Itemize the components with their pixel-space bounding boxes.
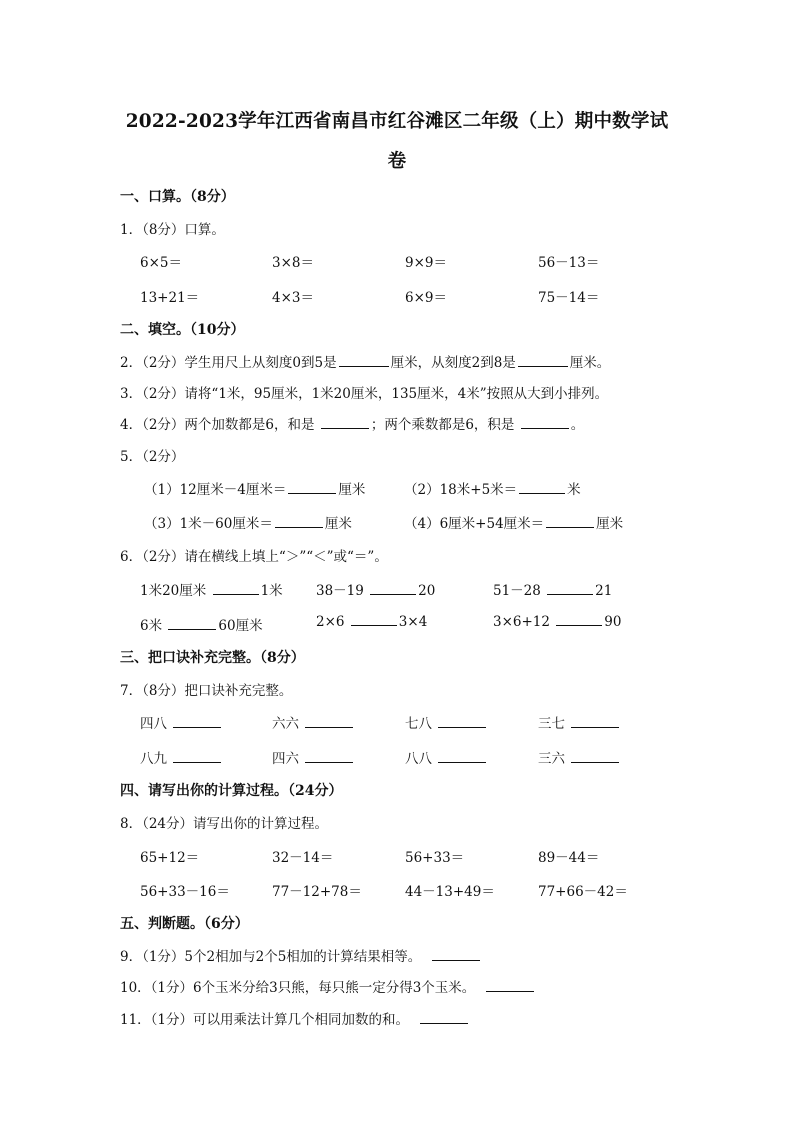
q6-compare-4 bbox=[140, 614, 263, 634]
q1-item: 3×8＝ bbox=[272, 255, 314, 271]
answer-blank[interactable] bbox=[305, 761, 353, 763]
q1-item: 4×3＝ bbox=[272, 290, 314, 306]
q5-part-3-unit: 厘米 bbox=[324, 516, 352, 532]
q6-right: 90 bbox=[604, 614, 622, 630]
q7-phrase: 六六 bbox=[272, 716, 299, 732]
answer-blank[interactable] bbox=[370, 593, 416, 595]
q7-phrase: 三六 bbox=[538, 751, 565, 767]
q6-right: 20 bbox=[418, 583, 436, 599]
question-6-stem: 6．（2分）请在横线上填上“＞”“＜”或“＝”。 bbox=[120, 549, 388, 565]
q2-text-a: 2．（2分）学生用尺上从刻度0到5是 bbox=[120, 355, 337, 371]
question-10 bbox=[120, 976, 536, 996]
q5-part-1-unit: 厘米 bbox=[338, 482, 366, 498]
q5-part-2 bbox=[404, 478, 581, 498]
answer-blank[interactable] bbox=[288, 492, 336, 494]
q1-item: 6×5＝ bbox=[140, 255, 182, 271]
question-9 bbox=[120, 945, 482, 965]
answer-blank[interactable] bbox=[275, 526, 323, 528]
section-heading-3: 三、把口诀补充完整。（8分） bbox=[120, 650, 305, 666]
q7-item bbox=[140, 747, 223, 767]
q8-item: 32－14＝ bbox=[272, 850, 334, 866]
q6-left: 2×6 bbox=[316, 614, 345, 630]
question-1-stem: 1．（8分）口算。 bbox=[120, 222, 225, 238]
q6-compare-6 bbox=[493, 614, 621, 630]
question-2 bbox=[120, 351, 610, 371]
answer-blank[interactable] bbox=[556, 624, 602, 626]
q4-text-a: 4．（2分）两个加数都是6，和是 bbox=[120, 417, 315, 433]
q4-text-b: ；两个乘数都是6，积是 bbox=[370, 417, 515, 433]
answer-blank[interactable] bbox=[339, 365, 389, 367]
q5-part-4-unit: 厘米 bbox=[596, 516, 624, 532]
q1-item: 6×9＝ bbox=[405, 290, 447, 306]
answer-blank[interactable] bbox=[173, 761, 221, 763]
q11-text: 11．（1分）可以用乘法计算几个相同加数的和。 bbox=[120, 1012, 410, 1028]
q2-text-c: 厘米。 bbox=[569, 355, 611, 371]
answer-blank[interactable] bbox=[213, 593, 259, 595]
q7-item bbox=[405, 712, 488, 732]
q5-part-3 bbox=[144, 512, 352, 532]
q5-part-4 bbox=[404, 512, 623, 532]
q5-part-1 bbox=[144, 478, 365, 498]
q7-item bbox=[140, 712, 223, 732]
q7-item bbox=[538, 747, 621, 767]
answer-blank[interactable] bbox=[521, 427, 569, 429]
q8-item: 65+12＝ bbox=[140, 850, 200, 866]
question-7-stem: 7．（8分）把口诀补充完整。 bbox=[120, 683, 293, 699]
answer-blank[interactable] bbox=[321, 427, 369, 429]
question-11 bbox=[120, 1008, 470, 1028]
answer-blank[interactable] bbox=[168, 628, 216, 630]
q5-part-4-text: （4）6厘米+54厘米＝ bbox=[404, 516, 545, 532]
answer-blank[interactable] bbox=[420, 1022, 468, 1024]
answer-blank[interactable] bbox=[571, 761, 619, 763]
q8-item: 44－13+49＝ bbox=[405, 884, 495, 900]
q1-item: 13+21＝ bbox=[140, 290, 200, 306]
q8-item: 56+33＝ bbox=[405, 850, 465, 866]
q6-left: 3×6+12 bbox=[493, 614, 550, 630]
q7-phrase: 八九 bbox=[140, 751, 167, 767]
question-3: 3．（2分）请将“1米，95厘米，1米20厘米，135厘米，4米”按照从大到小排列。 bbox=[120, 386, 609, 402]
q1-item: 56－13＝ bbox=[538, 255, 600, 271]
q6-left: 6米 bbox=[140, 618, 163, 634]
q5-part-1-text: （1）12厘米－4厘米＝ bbox=[144, 482, 287, 498]
exam-title-continued: 卷 bbox=[387, 151, 407, 172]
q7-phrase: 八八 bbox=[405, 751, 432, 767]
answer-blank[interactable] bbox=[438, 726, 486, 728]
q8-item: 89－44＝ bbox=[538, 850, 600, 866]
q6-left: 38－19 bbox=[316, 583, 364, 599]
answer-blank[interactable] bbox=[518, 365, 568, 367]
question-8-stem: 8．（24分）请写出你的计算过程。 bbox=[120, 816, 329, 832]
q7-phrase: 四六 bbox=[272, 751, 299, 767]
q7-phrase: 七八 bbox=[405, 716, 432, 732]
q10-text: 10．（1分）6个玉米分给3只熊，每只熊一定分得3个玉米。 bbox=[120, 980, 476, 996]
q5-part-2-text: （2）18米+5米＝ bbox=[404, 482, 518, 498]
section-heading-4: 四、请写出你的计算过程。（24分） bbox=[120, 783, 343, 799]
answer-blank[interactable] bbox=[351, 624, 397, 626]
q5-part-2-unit: 米 bbox=[567, 482, 581, 498]
q8-item: 56+33－16＝ bbox=[140, 884, 230, 900]
q6-compare-5 bbox=[316, 614, 427, 630]
answer-blank[interactable] bbox=[546, 526, 594, 528]
q4-text-c: 。 bbox=[570, 417, 585, 433]
answer-blank[interactable] bbox=[519, 492, 565, 494]
q5-part-3-text: （3）1米－60厘米＝ bbox=[144, 516, 273, 532]
q8-item: 77－12+78＝ bbox=[272, 884, 362, 900]
q7-phrase: 三七 bbox=[538, 716, 565, 732]
answer-blank[interactable] bbox=[438, 761, 486, 763]
q6-left: 51－28 bbox=[493, 583, 541, 599]
q1-item: 75－14＝ bbox=[538, 290, 600, 306]
answer-blank[interactable] bbox=[486, 990, 534, 992]
answer-blank[interactable] bbox=[547, 593, 593, 595]
q6-compare-2 bbox=[316, 579, 435, 599]
q6-right: 3×4 bbox=[398, 614, 428, 630]
q6-right: 60厘米 bbox=[218, 618, 263, 634]
question-5-stem: 5．（2分） bbox=[120, 449, 185, 465]
q7-item bbox=[405, 747, 488, 767]
q6-compare-3 bbox=[493, 579, 612, 599]
q7-item bbox=[272, 712, 355, 732]
q7-item bbox=[538, 712, 621, 732]
q6-compare-1 bbox=[140, 579, 283, 599]
section-heading-1: 一、口算。（8分） bbox=[120, 189, 235, 205]
answer-blank[interactable] bbox=[305, 726, 353, 728]
q9-text: 9．（1分）5个2相加与2个5相加的计算结果相等。 bbox=[120, 949, 422, 965]
q6-left: 1米20厘米 bbox=[140, 583, 207, 599]
q1-item: 9×9＝ bbox=[405, 255, 447, 271]
question-4 bbox=[120, 413, 584, 433]
q7-phrase: 四八 bbox=[140, 716, 167, 732]
q8-item: 77+66－42＝ bbox=[538, 884, 628, 900]
answer-blank[interactable] bbox=[571, 726, 619, 728]
q7-item bbox=[272, 747, 355, 767]
section-heading-2: 二、填空。（10分） bbox=[120, 322, 245, 338]
q2-text-b: 厘米，从刻度2到8是 bbox=[390, 355, 516, 371]
answer-blank[interactable] bbox=[173, 726, 221, 728]
q6-right: 1米 bbox=[260, 583, 283, 599]
answer-blank[interactable] bbox=[432, 959, 480, 961]
section-heading-5: 五、判断题。（6分） bbox=[120, 916, 249, 932]
q6-right: 21 bbox=[595, 583, 613, 599]
exam-title: 2022-2023学年江西省南昌市红谷滩区二年级（上）期中数学试 bbox=[125, 111, 669, 132]
